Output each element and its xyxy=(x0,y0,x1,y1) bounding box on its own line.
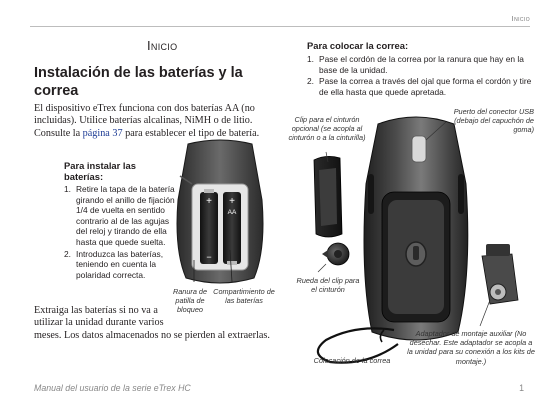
install-batteries-subheading: Para instalar las baterías: xyxy=(64,160,136,183)
aa-mark: AA xyxy=(227,209,237,216)
compartment-caption: Compartimiento de las baterías xyxy=(213,287,275,306)
step-text: Introduzca las baterías, teniendo en cuenta la polaridad correcta. xyxy=(76,248,164,280)
install-step-1 xyxy=(64,184,176,248)
clip-wheel-caption: Rueda del clip para el cinturón xyxy=(296,276,360,295)
install-step-2 xyxy=(64,249,176,281)
usb-port-caption: Puerto del conector USB (debajo del capuchón de goma) xyxy=(453,107,534,135)
intro-text-start: El dispositivo eTrex funciona con dos baterías AA (no incluidas). Utilice baterías alcalinas, NiMH o de litio. Consulte la xyxy=(34,103,255,139)
plus-mark: + xyxy=(229,196,235,207)
header-rule xyxy=(30,26,530,27)
battery-strap-heading: Instalación de las baterías y la correa xyxy=(34,65,243,99)
running-header: Inicio xyxy=(511,14,530,23)
minus-mark: − xyxy=(206,252,212,262)
step-number: 1. xyxy=(64,184,71,194)
slot-caption: Ranura de patilla de bloqueo xyxy=(172,287,208,315)
strap-step-1 xyxy=(307,54,535,75)
plus-mark: + xyxy=(206,196,212,207)
attach-strap-subheading: Para colocar la correa: xyxy=(307,40,409,51)
mount-adapter-caption: Adaptador de montaje auxiliar (No desechar. Este adaptador se acopla a la unidad para su conexión a los kits de montaje.) xyxy=(407,329,535,366)
manual-title-footer: Manual del usuario de la serie eTrex HC xyxy=(34,383,191,393)
step-number: 2. xyxy=(307,76,314,87)
intro-paragraph xyxy=(34,103,280,140)
page-number: 1 xyxy=(519,383,524,393)
closing-paragraph-line-2: meses. Los datos almacenados no se pierden al extraerlas. xyxy=(34,330,270,341)
step-number: 1. xyxy=(307,54,314,64)
step-text: Pase el cordón de la correa por la ranura que hay en la base de la unidad. xyxy=(319,54,524,75)
usb-port-cap xyxy=(412,136,426,162)
step-text: Retire la tapa de la batería girando el anillo de fijación 1/4 de vuelta en sentido contrario al de las agujas del reloj y tirando de ella hasta que quede suelta. xyxy=(76,184,175,247)
install-batteries-steps xyxy=(64,184,176,280)
step-number: 2. xyxy=(64,248,71,259)
intro-text-end: para establecer el tipo de batería. xyxy=(122,127,260,139)
page-37-link[interactable]: página 37 xyxy=(82,127,123,139)
attach-strap-steps xyxy=(307,54,535,97)
strap-step-2 xyxy=(307,76,535,97)
battery-compartment-photo xyxy=(170,140,270,285)
closing-paragraph-line-1: Extraiga las baterías si no va a utilizar la unidad durante varios xyxy=(34,305,164,329)
strap-placement-caption: Colocación de la correa xyxy=(313,356,391,365)
belt-clip-caption: Clip para el cinturón opcional (se acopla al cinturón o a la cinturilla) xyxy=(288,115,366,143)
step-text: Pase la correa a través del ojal que forma el cordón y tire de ella hasta que quede apretada. xyxy=(319,76,532,97)
section-title: Inicio xyxy=(147,38,178,53)
